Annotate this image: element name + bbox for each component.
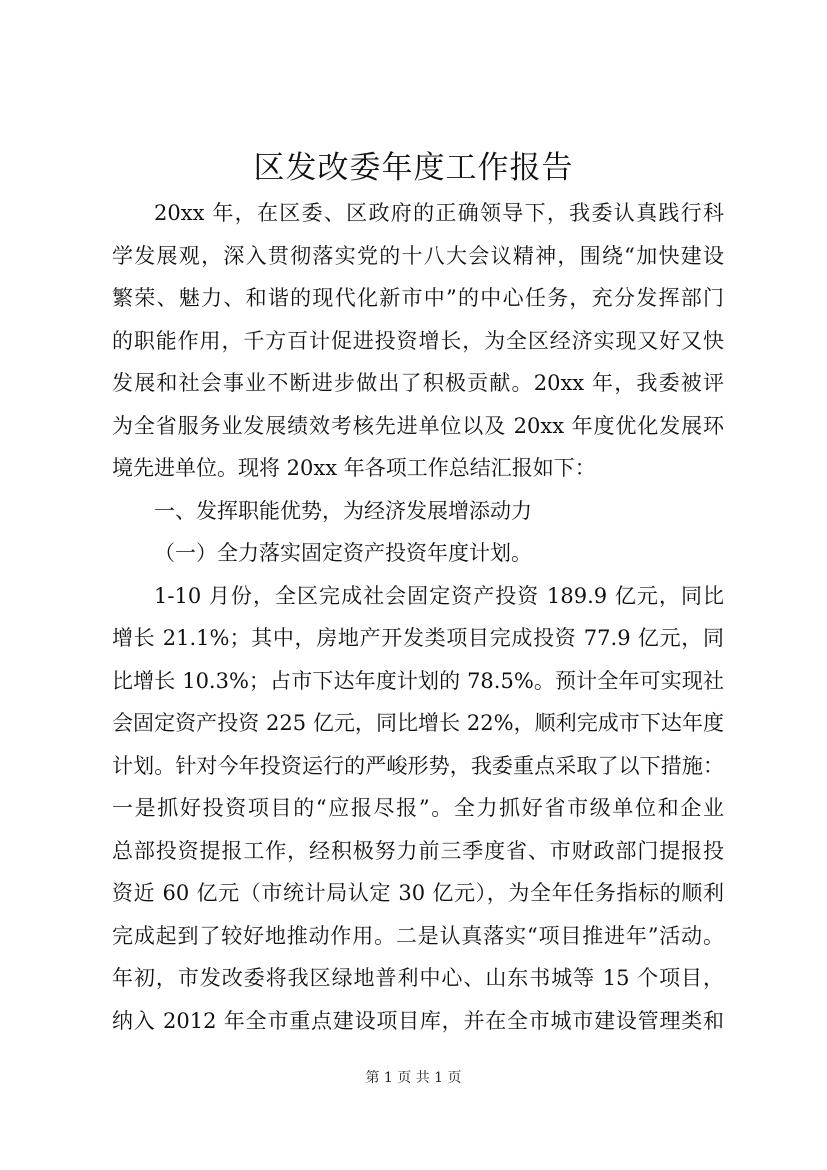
paragraph-line: 纳入 2012 年全市重点建设项目库，并在全市城市建设管理类和 <box>112 1008 724 1033</box>
paragraph-line: 1-10 月份，全区完成社会固定资产投资 189.9 亿元，同比 <box>154 583 724 608</box>
document-title: 区发改委年度工作报告 <box>253 150 574 186</box>
page-footer: 第 1 页 共 1 页 <box>365 1070 462 1086</box>
paragraph-line: 20xx 年，在区委、区政府的正确领导下，我委认真践行科 <box>154 201 724 225</box>
document-body <box>112 192 724 1042</box>
paragraph-line: 比增长 10.3%；占市下达年度计划的 78.5%。预计全年可实现社 <box>112 668 724 693</box>
paragraph-line: 繁荣、魅力、和谐的现代化新市中”的中心任务，充分发挥部门 <box>112 286 724 310</box>
paragraph-line: 境先进单位。现将 20xx 年各项工作总结汇报如下： <box>112 456 596 480</box>
paragraph-line: 增长 21.1%；其中，房地产开发类项目完成投资 77.9 亿元，同 <box>112 626 724 650</box>
paragraph-line: 学发展观，深入贯彻落实党的十八大会议精神，围绕“加快建设 <box>112 243 724 268</box>
paragraph-line: 的职能作用，千方百计促进投资增长，为全区经济实现又好又快 <box>112 328 724 353</box>
paragraph-line: 会固定资产投资 225 亿元，同比增长 22%，顺利完成市下达年度 <box>112 711 724 735</box>
paragraph-line: 资近 60 亿元（市统计局认定 30 亿元），为全年任务指标的顺利 <box>112 881 724 905</box>
paragraph-line: 总部投资提报工作，经积极努力前三季度省、市财政部门提报投 <box>112 838 724 863</box>
paragraph-line: 年初，市发改委将我区绿地普利中心、山东书城等 15 个项目， <box>112 966 724 990</box>
paragraph-line: 为全省服务业发展绩效考核先进单位以及 20xx 年度优化发展环 <box>112 413 724 438</box>
paragraph-line: 计划。针对今年投资运行的严峻形势，我委重点采取了以下措施： <box>112 753 724 778</box>
subsection-heading: （一）全力落实固定资产投资年度计划。 <box>154 541 532 565</box>
paragraph-line: 一是抓好投资项目的“应报尽报”。全力抓好省市级单位和企业 <box>112 796 724 820</box>
paragraph-line: 发展和社会事业不断进步做出了积极贡献。20xx 年，我委被评 <box>112 371 724 395</box>
section-heading: 一、发挥职能优势，为经济发展增添动力 <box>154 498 532 523</box>
paragraph-line: 完成起到了较好地推动作用。二是认真落实“项目推进年”活动。 <box>112 923 724 948</box>
